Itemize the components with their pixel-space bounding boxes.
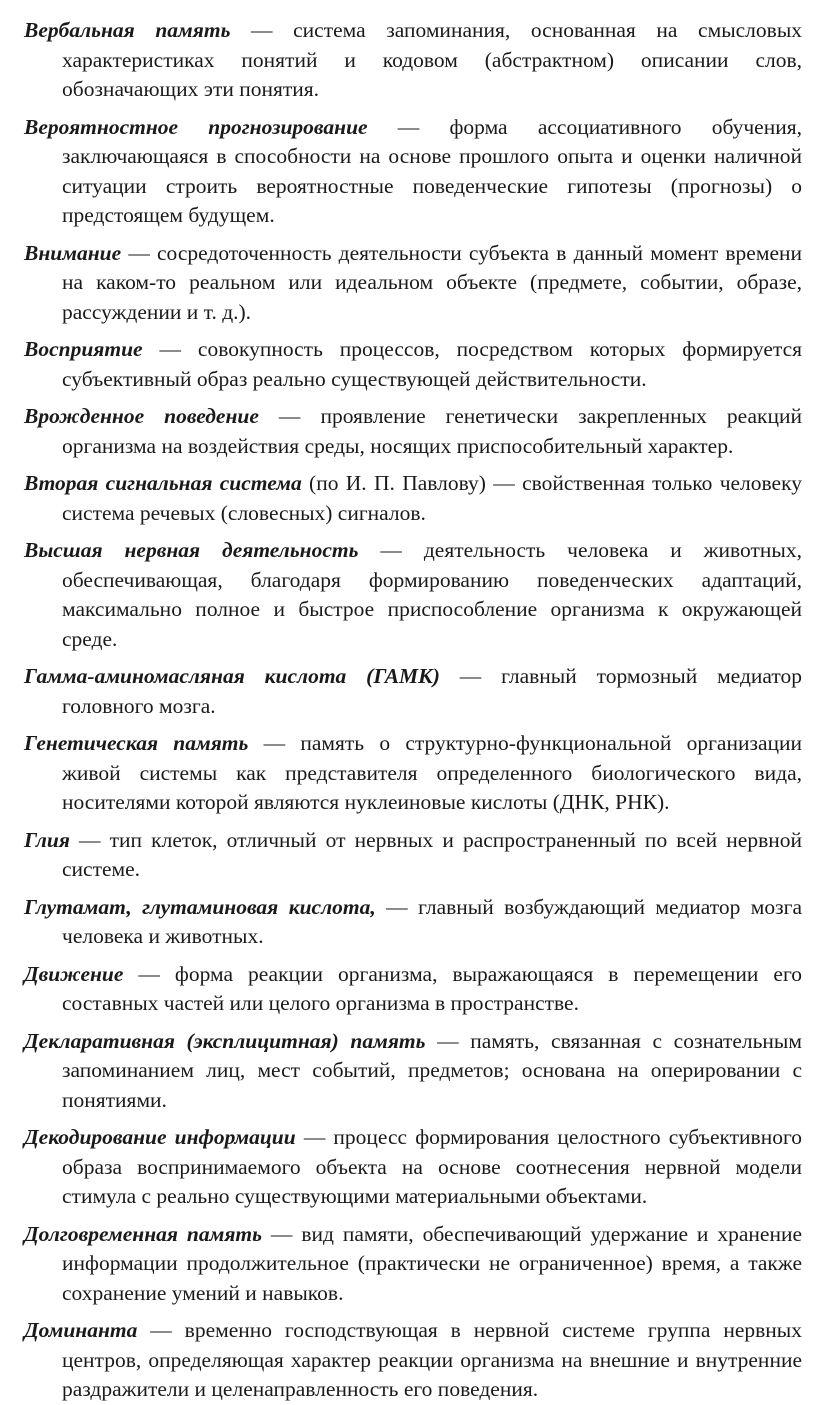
glossary-entry-second-signal-system — [24, 469, 802, 528]
entry-definition: — сосредоточенность деятельности субъекта в данный момент времени на каком-то реальном или идеальном объекте (предмете, событии, образе, рассуждении и т. д.). — [62, 240, 802, 324]
glossary-entry-movement — [24, 960, 802, 1019]
entry-term: Гамма-аминомасляная кислота (ГАМК) — [24, 664, 440, 688]
entry-term: Высшая нервная деятельность — [24, 538, 359, 562]
glossary-entry-long-term-memory — [24, 1220, 802, 1309]
entry-term: Вероятностное прогнозирование — [24, 114, 368, 139]
entry-term: Доминанта — [24, 1318, 138, 1342]
entry-term: Декларативная (эксплицитная) память — [24, 1028, 426, 1053]
entry-term: Вторая сигнальная система — [24, 471, 302, 495]
entry-term: Восприятие — [24, 337, 143, 361]
glossary-entry-verbal-memory — [24, 16, 802, 105]
entry-term: Глия — [24, 827, 70, 852]
glossary-entry-attention — [24, 239, 802, 328]
entry-term: Врожденное поведение — [24, 404, 259, 428]
entry-term: Движение — [24, 961, 124, 986]
glossary-entry-higher-nervous-activity — [24, 536, 802, 654]
entry-definition: — процесс формирования целостного субъективного образа воспринимаемого объекта на основе соотнесения нервной модели стимула с реально существующими материальными объектами. — [62, 1125, 803, 1208]
entry-definition: — главный тормозный медиатор головного мозга. — [62, 664, 802, 718]
entry-term: Генетическая память — [24, 731, 249, 755]
entry-definition: — тип клеток, отличный от нервных и распространенный по всей нервной системе. — [62, 827, 802, 881]
glossary-entry-innate-behavior — [24, 402, 802, 461]
entry-definition: — проявление генетически закрепленных реакций организма на воздействия среды, носящих приспособительный характер. — [62, 404, 802, 458]
entry-definition: — форма реакции организма, выражающаяся в перемещении его составных частей или целого организма в пространстве. — [62, 961, 802, 1015]
entry-definition: (по И. П. Павлову) — свойственная только человеку система речевых (словесных) сигналов. — [62, 471, 802, 525]
entry-term: Глутамат, глутаминовая кислота, — [24, 894, 376, 919]
entry-term: Вербальная память — [24, 18, 231, 42]
entry-definition: — вид памяти, обеспечивающий удержание и хранение информации продолжительное (практически не ограниченное) время, а также сохранение умений и навыков. — [62, 1221, 803, 1305]
glossary-entry-information-decoding — [24, 1123, 802, 1212]
entry-term: Внимание — [24, 240, 122, 265]
glossary-entry-probabilistic-forecasting — [24, 113, 802, 231]
entry-definition: — память о структурно-функциональной организации живой системы как представителя определенного биологического вида, носителями которой являются нуклеиновые кислоты (ДНК, РНК). — [62, 731, 803, 814]
glossary-entry-genetic-memory — [24, 729, 802, 818]
entry-definition: — главный возбуждающий медиатор мозга человека и животных. — [62, 894, 803, 948]
entry-definition: — память, связанная с сознательным запоминанием лиц, мест событий, предметов; основана на оперировании с понятиями. — [62, 1028, 802, 1112]
glossary-entry-glutamate — [24, 893, 802, 952]
entry-definition: — форма ассоциативного обучения, заключающаяся в способности на основе прошлого опыта и оценки наличной ситуации строить вероятностные поведенческие гипотезы (прогнозы) о предстоящем будущем. — [62, 114, 802, 227]
entry-definition: — деятельность человека и животных, обеспечивающая, благодаря формированию поведенческих адаптаций, максимально полное и быстрое приспособление организма к окружающей среде. — [62, 538, 802, 651]
entry-definition: — совокупность процессов, посредством которых формируется субъективный образ реально существующей действительности. — [62, 337, 802, 391]
glossary-entry-declarative-memory — [24, 1027, 802, 1116]
glossary-entry-perception — [24, 335, 802, 394]
entry-definition: — система запоминания, основанная на смысловых характеристиках понятий и кодовом (абстрактном) описании слов, обозначающих эти понятия. — [62, 18, 803, 101]
entry-definition: — временно господствующая в нервной системе группа нервных центров, определяющая характер реакции организма на внешние и внутренние раздражители и целенаправленность его поведения. — [62, 1318, 802, 1401]
entry-term: Долговременная память — [24, 1221, 262, 1246]
glossary-entry-gaba — [24, 662, 802, 721]
glossary-entry-glia — [24, 826, 802, 885]
glossary-entry-dominant — [24, 1316, 802, 1405]
entry-term: Декодирование информации — [24, 1125, 296, 1149]
